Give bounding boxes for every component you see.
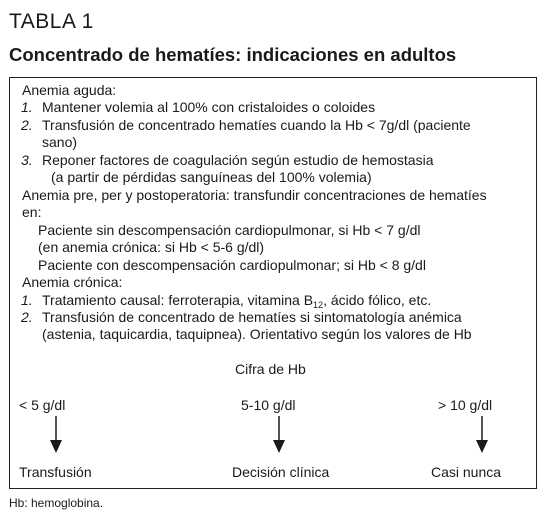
chronic-heading: Anemia crónica:	[22, 274, 123, 290]
acute-item-3-text-cont: (a partir de pérdidas sanguíneas del 100% volemia)	[51, 169, 372, 185]
periop-heading-cont: en:	[22, 204, 42, 220]
acute-item-2-text-cont: sano)	[42, 134, 78, 150]
chronic-item-1-number: 1.	[21, 292, 33, 308]
hb-range-low: < 5 g/dl	[19, 397, 66, 413]
hb-scale-caption: Cifra de Hb	[235, 361, 306, 377]
footnote: Hb: hemoglobina.	[9, 496, 104, 510]
acute-heading: Anemia aguda:	[22, 82, 117, 98]
arrow-down-icon	[476, 416, 488, 454]
acute-item-3-number: 3.	[21, 152, 33, 168]
chronic-item-2-text: Transfusión de concentrado de hematíes si sintomatología anémica	[42, 309, 462, 325]
vitamin-b12-subscript: 12	[313, 300, 324, 310]
chronic-item-2-number: 2.	[21, 309, 33, 325]
acute-item-3-text: Reponer factores de coagulación según estudio de hemostasia	[42, 152, 434, 168]
acute-item-2-text: Transfusión de concentrado hematíes cuando la Hb < 7g/dl (paciente	[42, 117, 471, 133]
hb-range-high: > 10 g/dl	[438, 397, 493, 413]
periop-line-3: Paciente con descompensación cardiopulmonar; si Hb < 8 g/dl	[38, 257, 426, 273]
hb-range-mid: 5-10 g/dl	[241, 397, 296, 413]
acute-item-2-number: 2.	[21, 117, 33, 133]
decision-transfusion: Transfusión	[19, 464, 92, 480]
table-label: TABLA 1	[9, 10, 94, 33]
periop-heading: Anemia pre, per y postoperatoria: transfundir concentraciones de hematíes	[22, 187, 487, 203]
chronic-item-1-text: Tratamiento causal: ferroterapia, vitamina $B_{12}$, ácido fólico, etc.	[42, 292, 432, 310]
acute-item-1-number: 1.	[21, 99, 33, 115]
acute-item-1-text: Mantener volemia al 100% con cristaloides o coloides	[42, 99, 376, 115]
periop-line-2: (en anemia crónica: si Hb < 5-6 g/dl)	[38, 239, 265, 255]
periop-line-1: Paciente sin descompensación cardiopulmonar, si Hb < 7 g/dl	[38, 222, 421, 238]
table-title: Concentrado de hematíes: indicaciones en adultos	[9, 44, 457, 65]
indications-box	[9, 77, 537, 489]
arrow-down-icon	[50, 416, 62, 454]
chronic-item-2-text-cont: (astenia, taquicardia, taquipnea). Orientativo según los valores de Hb	[42, 326, 472, 342]
arrow-down-icon	[273, 416, 285, 454]
decision-clinical: Decisión clínica	[232, 464, 330, 480]
decision-almost-never: Casi nunca	[431, 464, 502, 480]
